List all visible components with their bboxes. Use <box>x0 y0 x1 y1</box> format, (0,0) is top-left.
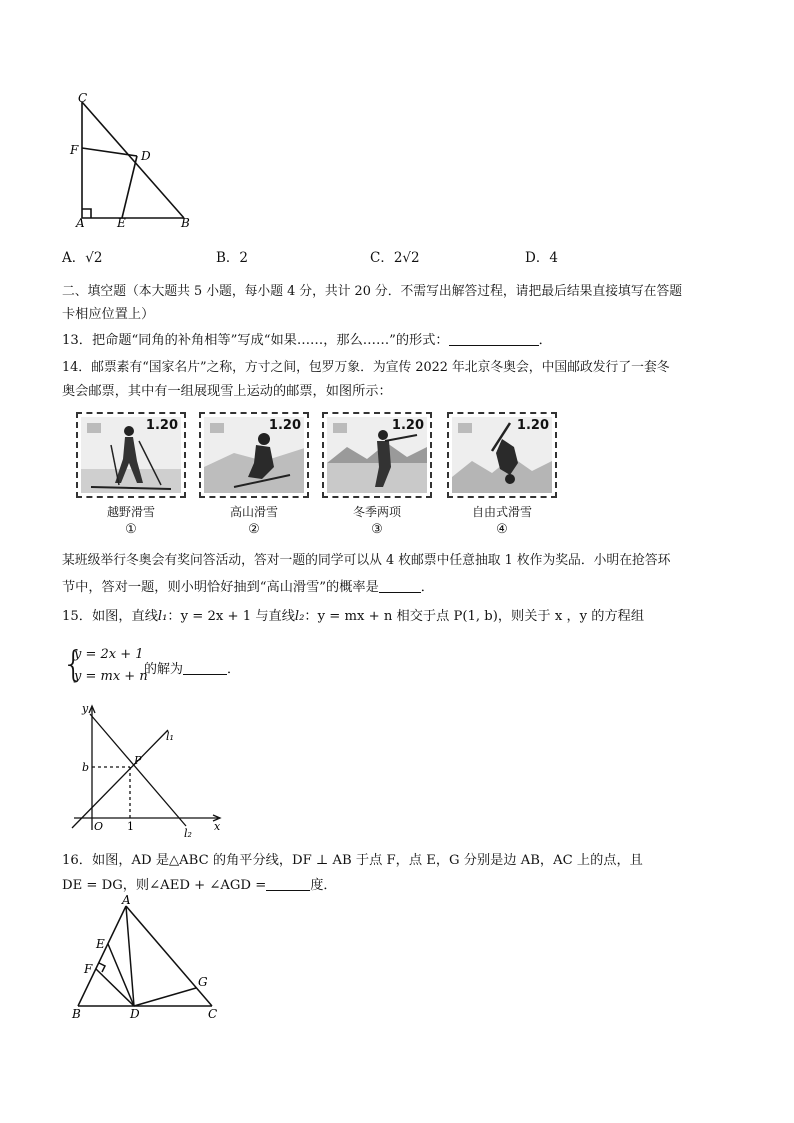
equation-1: y = 2x + 1 <box>74 647 144 662</box>
brace: { <box>62 644 85 685</box>
q15-tail: 的解为 <box>144 662 184 677</box>
choice-letter: D． <box>525 250 550 266</box>
q16-text: DE = DG，则∠AED + ∠AGD = <box>62 878 267 893</box>
section-heading-cont: 卡相应位置上） <box>62 307 155 322</box>
stamp-number: ① <box>125 522 137 537</box>
figure-right-triangle <box>60 90 230 230</box>
q14-end: ． <box>420 580 434 595</box>
answer-blank[interactable] <box>379 580 421 593</box>
q13-end: ． <box>538 333 552 348</box>
stamp-number: ③ <box>371 522 383 537</box>
label-O: O <box>94 820 104 833</box>
section-heading: 二、填空题（本大题共 5 小题，每小题 4 分，共计 20 分．不需写出解答过程，请把最后结果直接填写在答题 <box>62 284 683 299</box>
label-D: D <box>141 149 151 163</box>
stamp-cross-country <box>76 412 186 498</box>
equation-system <box>62 645 262 691</box>
stamp-alpine <box>199 412 309 498</box>
question-14-after2 <box>62 576 434 595</box>
q15-text-a: 15．如图，直线 <box>62 609 158 624</box>
stamp-value: 1.20 <box>145 418 178 433</box>
segment-FD <box>82 148 137 156</box>
equation-2: y = mx + n <box>74 669 148 684</box>
line-l1 <box>72 730 168 828</box>
label-l2: l₂ <box>184 827 192 840</box>
choice-d <box>525 246 558 266</box>
q16-end: 度． <box>310 878 337 893</box>
label-E: E <box>96 937 105 951</box>
label-y: y <box>82 702 89 715</box>
choice-letter: B． <box>216 250 240 266</box>
stamp-number: ④ <box>496 522 508 537</box>
label-C: C <box>208 1007 218 1019</box>
stamp-value: 1.20 <box>516 418 549 433</box>
question-14-after1: 某班级举行冬奥会有奖问答活动，答对一题的同学可以从 4 枚邮票中任意抽取 1 枚作为奖品．小明在抢答环 <box>62 553 671 568</box>
stamp-caption: 自由式滑雪 <box>471 505 532 519</box>
segment-AC <box>126 906 212 1006</box>
label-E: E <box>117 216 126 230</box>
question-14-line2: 奥会邮票，其中有一组展现雪上运动的邮票，如图所示： <box>62 384 392 399</box>
choice-letter: A． <box>62 250 86 266</box>
choice-letter: C． <box>370 250 394 266</box>
stamp-freestyle <box>447 412 557 498</box>
question-15-line1 <box>62 605 644 624</box>
q15-l2: l₂ <box>294 609 305 624</box>
choice-value: 4 <box>549 250 558 266</box>
system-tail <box>144 658 240 677</box>
stamp-number: ② <box>248 522 260 537</box>
answer-blank[interactable] <box>449 333 539 346</box>
figure-angle-bisector <box>64 894 234 1019</box>
stamp-caption: 冬季两项 <box>352 505 401 519</box>
label-x: x <box>214 820 221 833</box>
label-l1: l₁ <box>166 730 174 743</box>
right-angle-mark <box>99 963 105 972</box>
question-13 <box>62 329 552 348</box>
q13-text: 13．把命题“同角的补角相等”写成“如果……，那么……”的形式： <box>62 333 449 348</box>
choice-b <box>216 246 248 266</box>
label-P: P <box>134 754 142 767</box>
choice-a <box>62 246 102 266</box>
choice-value: 2√2 <box>393 250 420 266</box>
choice-value: 2 <box>239 250 249 266</box>
stamp-caption: 高山滑雪 <box>229 505 278 519</box>
segment-DE <box>122 156 137 218</box>
label-1: 1 <box>127 820 134 833</box>
q14-text: 节中，答对一题，则小明恰好抽到“高山滑雪”的概率是 <box>62 580 379 595</box>
segment-DG <box>134 988 196 1006</box>
segment-CB <box>82 102 184 218</box>
label-D: D <box>130 1007 140 1019</box>
question-16-line1: 16．如图，AD 是△ABC 的角平分线，DF ⊥ AB 于点 F，点 E，G 分别是边 AB，AC 上的点，且 <box>62 853 643 868</box>
stamp-biathlon <box>322 412 432 498</box>
label-F: F <box>70 143 79 157</box>
q15-end: ． <box>227 662 241 677</box>
question-16-line2 <box>62 874 337 893</box>
stamp-value: 1.20 <box>268 418 301 433</box>
choice-c <box>370 246 420 266</box>
question-14-line1: 14．邮票素有“国家名片”之称，方寸之间，包罗万象．为宣传 2022 年北京冬奥会，中国邮政发行了一套冬 <box>62 360 670 375</box>
label-B: B <box>72 1007 81 1019</box>
label-F: F <box>84 962 93 976</box>
answer-blank[interactable] <box>266 878 310 891</box>
label-A: A <box>76 216 85 230</box>
segment-DF <box>96 969 134 1006</box>
stamp-caption: 越野滑雪 <box>106 505 155 519</box>
label-B: B <box>181 216 190 230</box>
label-C: C <box>78 91 88 105</box>
stamp-value: 1.20 <box>391 418 424 433</box>
answer-blank[interactable] <box>183 662 227 675</box>
label-G: G <box>198 975 208 989</box>
choice-value: √2 <box>85 250 103 266</box>
q15-text-b: ：y = 2x + 1 与直线 <box>167 609 295 624</box>
label-A: A <box>122 894 131 907</box>
q15-l1: l₁ <box>157 609 168 624</box>
label-b: b <box>82 761 90 774</box>
q15-text-c: ：y = mx + n 相交于点 P(1, b)，则关于 x ，y 的方程组 <box>304 609 645 624</box>
figure-linear-functions <box>68 700 228 840</box>
